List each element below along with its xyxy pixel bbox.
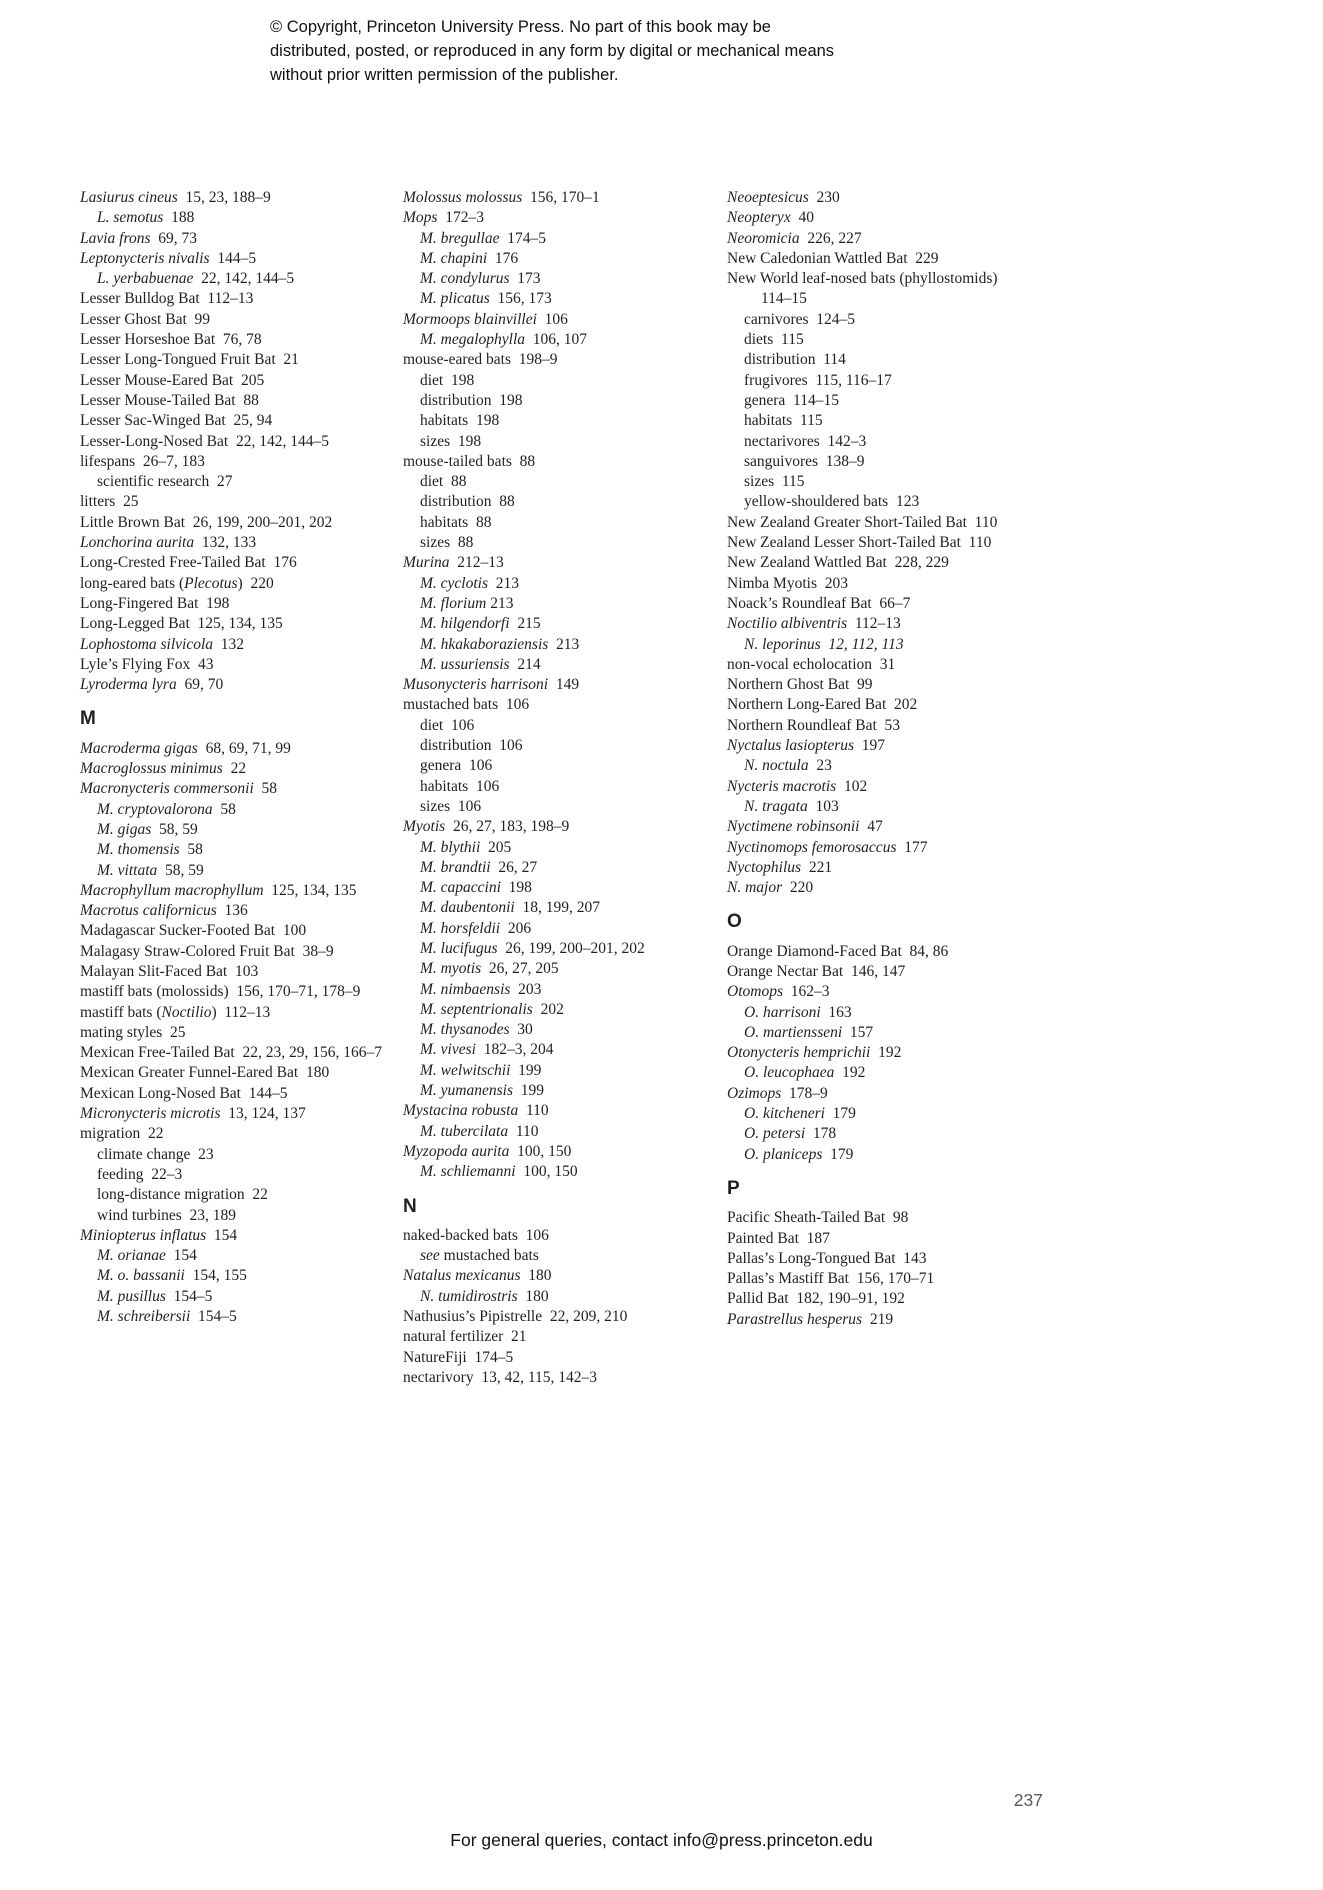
index-entry: Nathusius’s Pipistrelle 22, 209, 210 (403, 1308, 628, 1326)
index-entry: diet 106 (420, 716, 475, 734)
index-entry: habitats 88 (420, 513, 492, 531)
index-entry: naked-backed bats 106 (403, 1226, 549, 1244)
index-entry: M. megalophylla 106, 107 (420, 331, 588, 349)
index-entry: diet 198 (420, 371, 475, 389)
index-entry: Lesser-Long-Nosed Bat 22, 142, 144–5 (80, 432, 329, 450)
index-entry: M. vivesi 182–3, 204 (420, 1041, 554, 1059)
index-entry: Pacific Sheath-Tailed Bat 98 (727, 1209, 909, 1227)
index-entry: carnivores 124–5 (744, 310, 856, 328)
index-entry: mouse-eared bats 198–9 (403, 351, 558, 369)
index-entry: O. leucophaea 192 (744, 1064, 866, 1082)
index-entry: Northern Long-Eared Bat 202 (727, 696, 918, 714)
index-entry: non-vocal echolocation 31 (727, 655, 896, 673)
index-entry: Musonycteris harrisoni 149 (403, 676, 580, 694)
index-entry: Little Brown Bat 26, 199, 200–201, 202 (80, 513, 333, 531)
index-entry: Long-Legged Bat 125, 134, 135 (80, 615, 283, 633)
index-entry: Long-Crested Free-Tailed Bat 176 (80, 554, 297, 572)
index-entry: Noack’s Roundleaf Bat 66–7 (727, 594, 911, 612)
index-entry: Pallas’s Long-Tongued Bat 143 (727, 1249, 927, 1267)
copyright-notice: © Copyright, Princeton University Press. No part of this book may be distributed, posted, or reproduced in any form by digital or mechanical means without prior written permission of the publisher. (270, 18, 835, 84)
index-entry: diet 88 (420, 473, 467, 491)
index-entry: M. hkakaboraziensis 213 (420, 635, 580, 653)
index-entry: Neoeptesicus 230 (727, 189, 840, 206)
index-entry: NatureFiji 174–5 (403, 1348, 514, 1366)
index-entry: Otonycteris hemprichii 192 (727, 1044, 902, 1062)
index-section-heading: M (80, 708, 97, 730)
index-entry: Mormoops blainvillei 106 (403, 310, 568, 328)
index-entry: Lesser Mouse-Tailed Bat 88 (80, 391, 259, 409)
index-entry: N. leporinus 12, 112, 113 (744, 635, 904, 653)
index-entry: Nyctimene robinsonii 47 (727, 818, 883, 836)
index-entry: scientific research 27 (97, 473, 233, 491)
index-entry: N. tragata 103 (744, 797, 839, 815)
index-entry: O. planiceps 179 (744, 1145, 854, 1163)
index-entry: Noctilio albiventris 112–13 (727, 615, 901, 633)
index-entry: genera 114–15 (744, 391, 839, 409)
index-entry: M. welwitschii 199 (420, 1061, 542, 1079)
index-entry: litters 25 (80, 493, 139, 511)
index-entry: Nyctinomops femorosaccus 177 (727, 838, 928, 856)
index-entry: M. thomensis 58 (97, 841, 203, 859)
index-column (403, 188, 708, 1388)
index-entry: M. hilgendorfi 215 (420, 615, 541, 633)
index-entry: Pallid Bat 182, 190–91, 192 (727, 1290, 905, 1308)
index-entry: mouse-tailed bats 88 (403, 452, 536, 470)
index-entry: wind turbines 23, 189 (97, 1206, 237, 1224)
index-entry: nectarivory 13, 42, 115, 142–3 (403, 1368, 597, 1386)
index-entry: M. schliemanni 100, 150 (420, 1163, 578, 1181)
index-entry: Nyctophilus 221 (727, 858, 833, 876)
index-entry: long-eared bats (Plecotus) 220 (80, 574, 274, 592)
index-entry: Murina 212–13 (403, 554, 504, 572)
index-entry: Mexican Long-Nosed Bat 144–5 (80, 1084, 288, 1102)
index-entry: nectarivores 142–3 (744, 432, 867, 450)
index-entry: migration 22 (80, 1125, 164, 1143)
index-entry: yellow-shouldered bats 123 (744, 493, 920, 511)
index-entry: habitats 115 (744, 412, 823, 430)
index-entry: Molossus molossus 156, 170–1 (403, 189, 600, 206)
index-entry: Myzopoda aurita 100, 150 (403, 1142, 572, 1160)
index-entry: mustached bats 106 (403, 696, 530, 714)
index-entry: M. gigas 58, 59 (97, 820, 198, 838)
index-entry: M. condylurus 173 (420, 270, 541, 288)
index-entry: Mexican Free-Tailed Bat 22, 23, 29, 156, 166–7 (80, 1044, 382, 1062)
index-entry: N. major 220 (727, 879, 814, 897)
index-entry: New Zealand Greater Short-Tailed Bat 110 (727, 513, 998, 531)
index-entry: Malagasy Straw-Colored Fruit Bat 38–9 (80, 942, 334, 960)
index-entry: Miniopterus inflatus 154 (80, 1226, 238, 1244)
index-entry: O. petersi 178 (744, 1125, 837, 1143)
index-entry: Macrophyllum macrophyllum 125, 134, 135 (80, 881, 357, 899)
index-entry: Orange Nectar Bat 146, 147 (727, 962, 906, 980)
index-entry: Lonchorina aurita 132, 133 (80, 534, 257, 552)
index-entry: Pallas’s Mastiff Bat 156, 170–71 (727, 1270, 935, 1288)
index-entry: Lesser Sac-Winged Bat 25, 94 (80, 412, 273, 430)
index-entry: mastiff bats (molossids) 156, 170–71, 178–9 (80, 983, 361, 1001)
index-entry: Otomops 162–3 (727, 983, 830, 1001)
index-entry: habitats 198 (420, 412, 500, 430)
index-entry: M. orianae 154 (97, 1247, 197, 1265)
index-entry: M. florium 213 (420, 594, 514, 612)
index-entry: Ozimops 178–9 (727, 1084, 828, 1102)
index-entry: Neopteryx 40 (727, 209, 814, 227)
index-entry: N. tumidirostris 180 (420, 1287, 549, 1305)
index-entry: distribution 106 (420, 737, 523, 755)
index-entry: Lyle’s Flying Fox 43 (80, 655, 214, 673)
index-entry: Painted Bat 187 (727, 1229, 830, 1247)
index-entry: M. cryptovalorona 58 (97, 800, 236, 818)
index-entry: Leptonycteris nivalis 144–5 (80, 249, 257, 267)
index-entry: distribution 198 (420, 391, 523, 409)
index-entry: M. bregullae 174–5 (420, 229, 546, 247)
index-entry: Lesser Bulldog Bat 112–13 (80, 290, 254, 308)
index-entry: sizes 115 (744, 473, 805, 491)
index-entry: M. chapini 176 (420, 249, 519, 267)
index-entry: Lesser Long-Tongued Fruit Bat 21 (80, 351, 299, 369)
index-entry: Madagascar Sucker-Footed Bat 100 (80, 922, 307, 940)
index-entry: N. noctula 23 (744, 757, 832, 775)
index-entry: Nycteris macrotis 102 (727, 777, 868, 795)
index-entry: Parastrellus hesperus 219 (727, 1310, 894, 1328)
index-entry: sizes 88 (420, 534, 474, 552)
index-entry: L. semotus 188 (97, 209, 195, 227)
index-entry: M. horsfeldii 206 (420, 919, 532, 937)
index-entry: O. martiensseni 157 (744, 1023, 874, 1041)
index-section-heading: N (403, 1195, 418, 1217)
index-entry: M. cyclotis 213 (420, 574, 520, 592)
index-entry: M. daubentonii 18, 199, 207 (420, 899, 600, 917)
index-entry: natural fertilizer 21 (403, 1328, 527, 1346)
index-entry: Lavia frons 69, 73 (80, 229, 197, 247)
index-entry: Northern Ghost Bat 99 (727, 676, 873, 694)
index-entry: genera 106 (420, 757, 493, 775)
index-entry: sanguivores 138–9 (744, 452, 865, 470)
index-section-heading: O (727, 911, 743, 933)
index-entry: New World leaf-nosed bats (phyllostomids) 114–15 (727, 270, 1006, 308)
index-entry: mastiff bats (Noctilio) 112–13 (80, 1003, 271, 1021)
index-entry: Northern Roundleaf Bat 53 (727, 716, 901, 734)
index-entry: New Zealand Wattled Bat 228, 229 (727, 554, 949, 572)
index-entry: habitats 106 (420, 777, 500, 795)
footer-contact: For general queries, contact info@press.princeton.edu (450, 1830, 873, 1850)
index-entry: M. myotis 26, 27, 205 (420, 960, 559, 978)
index-entry: M. yumanensis 199 (420, 1082, 544, 1100)
index-entry: Orange Diamond-Faced Bat 84, 86 (727, 942, 949, 960)
index-entry: New Caledonian Wattled Bat 229 (727, 249, 939, 267)
index-entry: diets 115 (744, 331, 804, 349)
index-entry: frugivores 115, 116–17 (744, 371, 892, 389)
index-entry: M. septentrionalis 202 (420, 1000, 564, 1018)
index-entry: Macronycteris commersonii 58 (80, 780, 278, 798)
index-entry: long-distance migration 22 (97, 1186, 268, 1204)
index-entry: mating styles 25 (80, 1023, 186, 1041)
index-entry: Lesser Horseshoe Bat 76, 78 (80, 331, 262, 349)
index-entry: Lesser Mouse-Eared Bat 205 (80, 371, 265, 389)
index-entry: New Zealand Lesser Short-Tailed Bat 110 (727, 534, 992, 552)
index-column (727, 188, 1023, 1330)
index-entry: see mustached bats (420, 1247, 539, 1265)
index-entry: M. blythii 205 (420, 838, 512, 856)
index-entry: Long-Fingered Bat 198 (80, 594, 230, 612)
index-section-heading: P (727, 1177, 741, 1199)
index-entry: M. plicatus 156, 173 (420, 290, 552, 308)
index-entry: Neoromicia 226, 227 (727, 229, 862, 247)
index-entry: M. thysanodes 30 (420, 1021, 533, 1039)
index-entry: M. brandtii 26, 27 (420, 858, 538, 876)
index-column (80, 188, 388, 1327)
index-entry: Mystacina robusta 110 (403, 1102, 549, 1120)
index-entry: Micronycteris microtis 13, 124, 137 (80, 1105, 306, 1123)
index-entry: Macrotus californicus 136 (80, 902, 248, 920)
index-entry: feeding 22–3 (97, 1165, 183, 1183)
index-entry: Nyctalus lasiopterus 197 (727, 737, 886, 755)
index-entry: sizes 106 (420, 797, 482, 815)
index-entry: M. lucifugus 26, 199, 200–201, 202 (420, 939, 645, 957)
index-entry: Lasiurus cineus 15, 23, 188–9 (80, 189, 271, 206)
page-number: 237 (1013, 1790, 1043, 1810)
index-entry: M. schreibersii 154–5 (97, 1308, 237, 1326)
index-entry: L. yerbabuenae 22, 142, 144–5 (97, 270, 295, 288)
index-entry: Lyroderma lyra 69, 70 (80, 676, 224, 694)
index-entry: distribution 114 (744, 351, 846, 369)
index-entry: Natalus mexicanus 180 (403, 1267, 552, 1285)
index-entry: climate change 23 (97, 1145, 214, 1163)
index-entry: Lophostoma silvicola 132 (80, 635, 245, 653)
index-entry: lifespans 26–7, 183 (80, 452, 205, 470)
index-entry: O. kitcheneri 179 (744, 1105, 856, 1123)
index-entry: M. vittata 58, 59 (97, 861, 204, 879)
index-entry: M. nimbaensis 203 (420, 980, 542, 998)
index-entry: Lesser Ghost Bat 99 (80, 310, 211, 328)
index-entry: Nimba Myotis 203 (727, 574, 848, 592)
index-entry: O. harrisoni 163 (744, 1003, 852, 1021)
index-entry: M. capaccini 198 (420, 879, 532, 897)
index-entry: sizes 198 (420, 432, 482, 450)
index-entry: M. ussuriensis 214 (420, 655, 541, 673)
index-entry: Malayan Slit-Faced Bat 103 (80, 962, 259, 980)
index-entry: M. tubercilata 110 (420, 1122, 539, 1140)
index-entry: Myotis 26, 27, 183, 198–9 (403, 818, 570, 836)
index-entry: Mops 172–3 (403, 209, 484, 227)
index-entry: M. pusillus 154–5 (97, 1287, 213, 1305)
index-entry: Mexican Greater Funnel-Eared Bat 180 (80, 1064, 330, 1082)
index-entry: Macroglossus minimus 22 (80, 760, 247, 778)
index-entry: M. o. bassanii 154, 155 (97, 1267, 247, 1285)
index-entry: distribution 88 (420, 493, 515, 511)
index-entry: Macroderma gigas 68, 69, 71, 99 (80, 739, 291, 757)
